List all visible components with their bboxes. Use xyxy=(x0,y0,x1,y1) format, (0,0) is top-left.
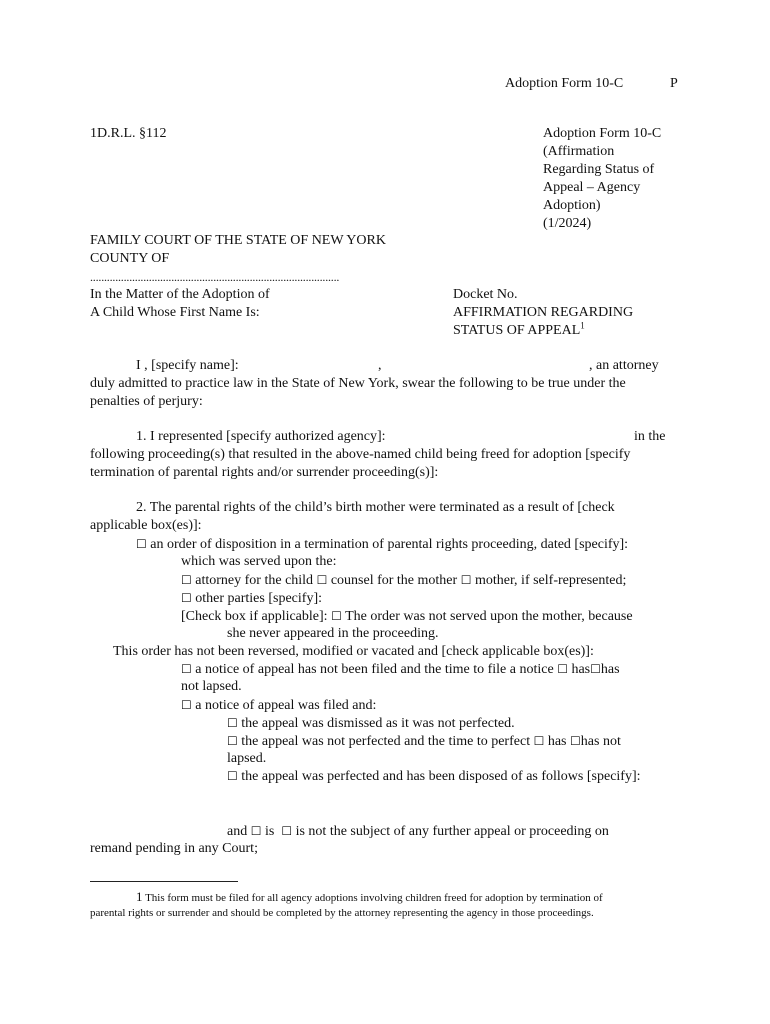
form-title-line-5: Adoption) xyxy=(543,198,601,213)
is-not-label: is not the subject of any further appeal or proceeding on xyxy=(295,824,609,839)
order-disposition-row xyxy=(136,535,628,554)
notice-not-filed-row xyxy=(181,660,620,679)
order-disposition-text: an order of disposition in a termination of parental rights proceeding, dated [specify]: xyxy=(150,537,629,552)
court-name: FAMILY COURT OF THE STATE OF NEW YORK xyxy=(90,233,386,248)
form-title-line-3: Regarding Status of xyxy=(543,162,655,177)
other-parties-checkbox[interactable]: ☐ xyxy=(181,591,192,605)
further-appeal-row xyxy=(227,822,609,841)
intro-name-label: I , [specify name]: xyxy=(136,358,239,373)
caption-divider: ......................................................................................... xyxy=(90,270,340,284)
is-checkbox[interactable]: ☐ xyxy=(250,824,262,838)
footnote-line-2: parental rights or surrender and should be completed by the attorney representing the agency in those proceedings. xyxy=(90,907,594,919)
and-label: and xyxy=(227,824,248,839)
notice-filed-checkbox[interactable]: ☐ xyxy=(181,698,192,712)
p1-line-1: 1. I represented [specify authorized agency]: xyxy=(136,429,386,444)
not-perfected-checkbox[interactable]: ☐ xyxy=(227,734,238,748)
form-title-line-1: Adoption Form 10-C xyxy=(543,126,662,141)
statute-citation: 1D.R.L. §112 xyxy=(90,126,167,141)
docket-label: Docket No. xyxy=(453,287,518,302)
attorney-child-label: attorney for the child xyxy=(195,573,314,588)
not-served-checkbox[interactable]: ☐ xyxy=(331,609,342,623)
notice-filed-label: a notice of appeal was filed and: xyxy=(195,698,377,713)
p1-line-2: following proceeding(s) that resulted in the above-named child being freed for adoption [specify xyxy=(90,447,631,462)
served-upon-label: which was served upon the: xyxy=(181,554,337,569)
dismissed-label: the appeal was dismissed as it was not perfected. xyxy=(241,716,515,731)
intro-comma: , xyxy=(378,358,382,373)
notice-not-filed-checkbox[interactable]: ☐ xyxy=(181,662,192,676)
footnote-rule xyxy=(90,881,238,882)
p2-line-1: 2. The parental rights of the child’s birth mother were terminated as a result of [check xyxy=(136,500,615,515)
not-perfected-label: the appeal was not perfected and the time to perfect xyxy=(241,734,531,749)
intro-line-3: penalties of perjury: xyxy=(90,394,203,409)
page-marker: P xyxy=(670,76,678,91)
dismissed-row xyxy=(227,714,515,733)
time-has-checkbox[interactable]: ☐ xyxy=(557,662,568,676)
intro-attorney: , an attorney xyxy=(589,358,659,373)
matter-line-2: A Child Whose First Name Is: xyxy=(90,305,260,320)
document-title-2 xyxy=(453,322,585,340)
mother-self-checkbox[interactable]: ☐ xyxy=(460,573,472,587)
mother-self-label: mother, if self-represented; xyxy=(474,573,627,588)
time-has-label: has xyxy=(571,662,591,677)
time-has-not-label: has xyxy=(600,662,620,677)
p1-in-the: in the xyxy=(634,429,666,444)
perfected-row xyxy=(227,767,641,786)
perfected-checkbox[interactable]: ☐ xyxy=(227,769,238,783)
not-served-row xyxy=(181,607,633,626)
dismissed-checkbox[interactable]: ☐ xyxy=(227,716,238,730)
perfect-has-not-label: has not xyxy=(580,734,621,749)
footnote-text-1: This form must be filed for all agency adoptions involving children freed for adoption by termination of xyxy=(145,892,603,904)
other-parties-label: other parties [specify]: xyxy=(195,591,322,606)
remand-line: remand pending in any Court; xyxy=(90,841,258,856)
p2-line-2: applicable box(es)]: xyxy=(90,518,202,533)
not-lapsed: not lapsed. xyxy=(181,679,242,694)
perfect-has-not-checkbox[interactable]: ☐ xyxy=(570,734,581,748)
p1-line-3: termination of parental rights and/or surrender proceeding(s)]: xyxy=(90,465,439,480)
order-disposition-checkbox[interactable]: ☐ xyxy=(136,537,147,551)
not-perfected-row xyxy=(227,732,621,751)
check-if-applicable-label: [Check box if applicable]: xyxy=(181,609,328,624)
document-title-1: AFFIRMATION REGARDING xyxy=(453,305,634,320)
is-not-checkbox[interactable]: ☐ xyxy=(281,824,293,838)
time-has-not-checkbox[interactable]: ☐ xyxy=(590,662,601,676)
footnote-ref: 1 xyxy=(580,320,585,331)
served-parties-row xyxy=(181,571,626,590)
form-header-label: Adoption Form 10-C xyxy=(505,76,624,91)
not-reversed-line: This order has not been reversed, modified or vacated and [check applicable box(es)]: xyxy=(113,644,594,659)
lapsed: lapsed. xyxy=(227,751,267,766)
intro-line-2: duly admitted to practice law in the State of New York, swear the following to be true under the xyxy=(90,376,626,391)
court-county: COUNTY OF xyxy=(90,251,170,266)
is-label: is xyxy=(264,824,275,839)
notice-filed-row xyxy=(181,696,376,715)
form-title-line-4: Appeal – Agency xyxy=(543,180,641,195)
counsel-mother-checkbox[interactable]: ☐ xyxy=(316,573,328,587)
counsel-mother-label: counsel for the mother xyxy=(330,573,458,588)
footnote-line-1 xyxy=(136,889,603,906)
never-appeared: she never appeared in the proceeding. xyxy=(227,626,439,641)
form-title-line-2: (Affirmation xyxy=(543,144,615,159)
form-title-line-6: (1/2024) xyxy=(543,216,592,231)
perfect-has-checkbox[interactable]: ☐ xyxy=(533,734,545,748)
perfect-has-label: has xyxy=(547,734,567,749)
footnote-number: 1 xyxy=(136,889,143,904)
matter-line-1: In the Matter of the Adoption of xyxy=(90,287,270,302)
notice-not-filed-label: a notice of appeal has not been filed and the time to file a notice xyxy=(195,662,554,677)
not-served-label: The order was not served upon the mother, because xyxy=(345,609,633,624)
attorney-child-checkbox[interactable]: ☐ xyxy=(181,573,192,587)
perfected-label: the appeal was perfected and has been disposed of as follows [specify]: xyxy=(241,769,641,784)
document-title-2-text: STATUS OF APPEAL xyxy=(453,323,581,338)
other-parties-row xyxy=(181,589,322,608)
